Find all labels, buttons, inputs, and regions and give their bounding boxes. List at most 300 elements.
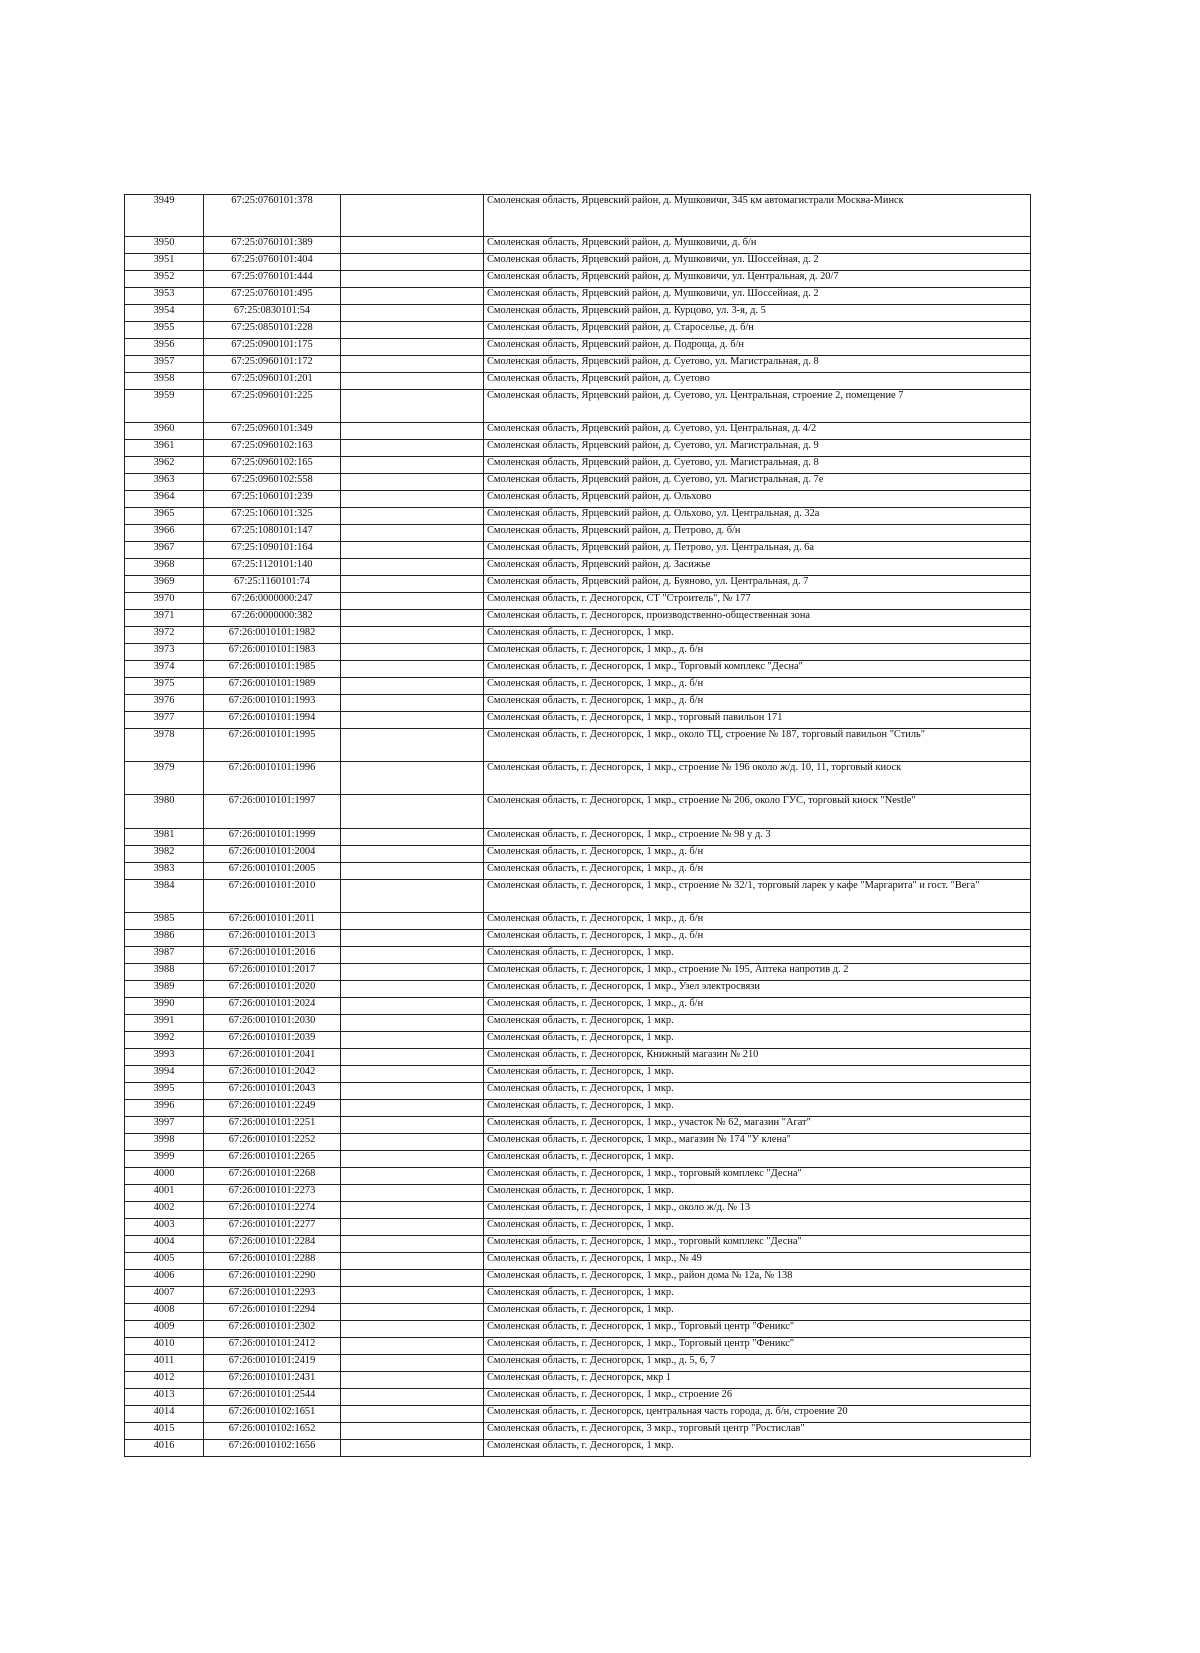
cadastral-number: 67:26:0010101:2302	[204, 1321, 341, 1338]
cadastral-number: 67:26:0010101:1993	[204, 695, 341, 712]
cadastral-number: 67:26:0010101:2039	[204, 1032, 341, 1049]
row-number: 3950	[125, 237, 204, 254]
empty-cell	[341, 457, 484, 474]
table-row	[125, 1151, 1031, 1168]
table-row	[125, 1236, 1031, 1253]
table-row	[125, 829, 1031, 846]
empty-cell	[341, 440, 484, 457]
table-row	[125, 237, 1031, 254]
row-number: 3965	[125, 508, 204, 525]
empty-cell	[341, 998, 484, 1015]
table-row	[125, 195, 1031, 237]
empty-cell	[341, 1049, 484, 1066]
address-cell: Смоленская область, г. Десногорск, 1 мкр., д. б/н	[484, 678, 1031, 695]
row-number: 3998	[125, 1134, 204, 1151]
cadastral-number: 67:26:0010101:1996	[204, 762, 341, 795]
empty-cell	[341, 1372, 484, 1389]
address-cell: Смоленская область, г. Десногорск, 1 мкр., д. б/н	[484, 930, 1031, 947]
row-number: 3995	[125, 1083, 204, 1100]
row-number: 3969	[125, 576, 204, 593]
row-number: 3979	[125, 762, 204, 795]
empty-cell	[341, 1015, 484, 1032]
table-row	[125, 1032, 1031, 1049]
row-number: 4000	[125, 1168, 204, 1185]
address-cell: Смоленская область, Ярцевский район, д. Буяново, ул. Центральная, д. 7	[484, 576, 1031, 593]
cadastral-number: 67:25:0760101:495	[204, 288, 341, 305]
row-number: 3971	[125, 610, 204, 627]
cadastral-number: 67:26:0010101:2293	[204, 1287, 341, 1304]
table-row	[125, 1100, 1031, 1117]
empty-cell	[341, 1032, 484, 1049]
row-number: 3984	[125, 880, 204, 913]
row-number: 4014	[125, 1406, 204, 1423]
row-number: 3949	[125, 195, 204, 237]
cadastral-number: 67:26:0010101:2288	[204, 1253, 341, 1270]
cadastral-number: 67:25:1080101:147	[204, 525, 341, 542]
address-cell: Смоленская область, г. Десногорск, 1 мкр.	[484, 1100, 1031, 1117]
table-row	[125, 1372, 1031, 1389]
empty-cell	[341, 661, 484, 678]
address-cell: Смоленская область, Ярцевский район, д. Мушковичи, ул. Центральная, д. 20/7	[484, 271, 1031, 288]
empty-cell	[341, 542, 484, 559]
row-number: 4015	[125, 1423, 204, 1440]
cadastral-number: 67:25:0960101:225	[204, 390, 341, 423]
table-row	[125, 254, 1031, 271]
empty-cell	[341, 712, 484, 729]
address-cell: Смоленская область, Ярцевский район, д. Суетово, ул. Магистральная, д. 8	[484, 356, 1031, 373]
row-number: 3974	[125, 661, 204, 678]
row-number: 3991	[125, 1015, 204, 1032]
empty-cell	[341, 1270, 484, 1287]
cadastral-number: 67:26:0010101:1983	[204, 644, 341, 661]
empty-cell	[341, 1406, 484, 1423]
empty-cell	[341, 305, 484, 322]
cadastral-number: 67:26:0010101:2252	[204, 1134, 341, 1151]
address-cell: Смоленская область, г. Десногорск, 1 мкр.	[484, 1032, 1031, 1049]
table-row	[125, 1355, 1031, 1372]
table-row	[125, 1253, 1031, 1270]
cadastral-number: 67:26:0010101:1985	[204, 661, 341, 678]
address-cell: Смоленская область, г. Десногорск, 1 мкр.	[484, 1440, 1031, 1457]
row-number: 3957	[125, 356, 204, 373]
empty-cell	[341, 913, 484, 930]
row-number: 3956	[125, 339, 204, 356]
row-number: 3970	[125, 593, 204, 610]
empty-cell	[341, 373, 484, 390]
table-row	[125, 795, 1031, 829]
row-number: 4006	[125, 1270, 204, 1287]
row-number: 3958	[125, 373, 204, 390]
row-number: 4002	[125, 1202, 204, 1219]
empty-cell	[341, 964, 484, 981]
row-number: 3981	[125, 829, 204, 846]
empty-cell	[341, 254, 484, 271]
row-number: 3978	[125, 729, 204, 762]
empty-cell	[341, 880, 484, 913]
empty-cell	[341, 1134, 484, 1151]
table-row	[125, 1423, 1031, 1440]
row-number: 3983	[125, 863, 204, 880]
row-number: 3963	[125, 474, 204, 491]
row-number: 4003	[125, 1219, 204, 1236]
empty-cell	[341, 729, 484, 762]
address-cell: Смоленская область, г. Десногорск, производственно-общественная зона	[484, 610, 1031, 627]
row-number: 4004	[125, 1236, 204, 1253]
cadastral-number: 67:25:0960102:165	[204, 457, 341, 474]
empty-cell	[341, 195, 484, 237]
address-cell: Смоленская область, г. Десногорск, 1 мкр.	[484, 1066, 1031, 1083]
cadastral-number: 67:25:0760101:389	[204, 237, 341, 254]
table-row	[125, 930, 1031, 947]
row-number: 3961	[125, 440, 204, 457]
table-row	[125, 593, 1031, 610]
table-row	[125, 1185, 1031, 1202]
empty-cell	[341, 1185, 484, 1202]
address-cell: Смоленская область, г. Десногорск, 1 мкр., строение № 32/1, торговый ларек у кафе "Маргарита" и гост. "Вега"	[484, 880, 1031, 913]
address-cell: Смоленская область, г. Десногорск, 1 мкр., около ТЦ, строение № 187, торговый павильон "Стиль"	[484, 729, 1031, 762]
table-row	[125, 525, 1031, 542]
table-row	[125, 998, 1031, 1015]
cadastral-number: 67:25:0760101:378	[204, 195, 341, 237]
address-cell: Смоленская область, Ярцевский район, д. Ольхово	[484, 491, 1031, 508]
table-row	[125, 339, 1031, 356]
empty-cell	[341, 795, 484, 829]
row-number: 3993	[125, 1049, 204, 1066]
cadastral-number: 67:26:0010101:2294	[204, 1304, 341, 1321]
address-cell: Смоленская область, г. Десногорск, 1 мкр.	[484, 947, 1031, 964]
table-row	[125, 1083, 1031, 1100]
cadastral-number: 67:26:0010101:1995	[204, 729, 341, 762]
empty-cell	[341, 1202, 484, 1219]
table-row	[125, 457, 1031, 474]
address-cell: Смоленская область, Ярцевский район, д. Подроща, д. б/н	[484, 339, 1031, 356]
row-number: 3973	[125, 644, 204, 661]
cadastral-number: 67:26:0010101:1997	[204, 795, 341, 829]
empty-cell	[341, 423, 484, 440]
cadastral-number: 67:26:0010101:2274	[204, 1202, 341, 1219]
cadastral-number: 67:26:0010101:2020	[204, 981, 341, 998]
address-cell: Смоленская область, Ярцевский район, д. Засижье	[484, 559, 1031, 576]
table-row	[125, 1134, 1031, 1151]
empty-cell	[341, 1151, 484, 1168]
cadastral-table	[124, 194, 1031, 1457]
address-cell: Смоленская область, Ярцевский район, д. Курцово, ул. 3-я, д. 5	[484, 305, 1031, 322]
cadastral-number: 67:25:0960101:201	[204, 373, 341, 390]
address-cell: Смоленская область, г. Десногорск, 1 мкр., Узел электросвязи	[484, 981, 1031, 998]
address-cell: Смоленская область, г. Десногорск, 1 мкр., д. б/н	[484, 863, 1031, 880]
empty-cell	[341, 1304, 484, 1321]
empty-cell	[341, 474, 484, 491]
row-number: 4009	[125, 1321, 204, 1338]
table-row	[125, 356, 1031, 373]
empty-cell	[341, 356, 484, 373]
row-number: 3975	[125, 678, 204, 695]
empty-cell	[341, 288, 484, 305]
address-cell: Смоленская область, Ярцевский район, д. Мушковичи, ул. Шоссейная, д. 2	[484, 254, 1031, 271]
table-row	[125, 288, 1031, 305]
cadastral-number: 67:26:0010101:2013	[204, 930, 341, 947]
table-row	[125, 1066, 1031, 1083]
address-cell: Смоленская область, Ярцевский район, д. Ольхово, ул. Центральная, д. 32а	[484, 508, 1031, 525]
address-cell: Смоленская область, г. Десногорск, 1 мкр., участок № 62, магазин "Агат"	[484, 1117, 1031, 1134]
address-cell: Смоленская область, г. Десногорск, 1 мкр., строение № 196 около ж/д. 10, 11, торговый киоск	[484, 762, 1031, 795]
address-cell: Смоленская область, г. Десногорск, центральная часть города, д. б/н, строение 20	[484, 1406, 1031, 1423]
address-cell: Смоленская область, г. Десногорск, 1 мкр., Торговый центр "Феникс"	[484, 1338, 1031, 1355]
address-cell: Смоленская область, г. Десногорск, 1 мкр., д. б/н	[484, 695, 1031, 712]
cadastral-number: 67:26:0010101:2041	[204, 1049, 341, 1066]
row-number: 3951	[125, 254, 204, 271]
empty-cell	[341, 491, 484, 508]
address-cell: Смоленская область, г. Десногорск, 1 мкр.	[484, 1219, 1031, 1236]
table-row	[125, 846, 1031, 863]
empty-cell	[341, 863, 484, 880]
table-row	[125, 644, 1031, 661]
row-number: 3980	[125, 795, 204, 829]
empty-cell	[341, 1066, 484, 1083]
cadastral-number: 67:26:0010102:1652	[204, 1423, 341, 1440]
cadastral-number: 67:26:0010101:2043	[204, 1083, 341, 1100]
table-row	[125, 1440, 1031, 1457]
cadastral-number: 67:25:0960101:349	[204, 423, 341, 440]
cadastral-number: 67:25:0900101:175	[204, 339, 341, 356]
empty-cell	[341, 508, 484, 525]
row-number: 3985	[125, 913, 204, 930]
row-number: 3988	[125, 964, 204, 981]
cadastral-number: 67:26:0010101:2273	[204, 1185, 341, 1202]
empty-cell	[341, 1168, 484, 1185]
address-cell: Смоленская область, г. Десногорск, мкр 1	[484, 1372, 1031, 1389]
address-cell: Смоленская область, г. Десногорск, 1 мкр., район дома № 12а, № 138	[484, 1270, 1031, 1287]
address-cell: Смоленская область, Ярцевский район, д. Мушковичи, 345 км автомагистрали Москва-Минск	[484, 195, 1031, 237]
empty-cell	[341, 1083, 484, 1100]
row-number: 3962	[125, 457, 204, 474]
empty-cell	[341, 846, 484, 863]
address-cell: Смоленская область, г. Десногорск, Книжный магазин № 210	[484, 1049, 1031, 1066]
address-cell: Смоленская область, Ярцевский район, д. Петрово, д. б/н	[484, 525, 1031, 542]
cadastral-number: 67:26:0010101:2277	[204, 1219, 341, 1236]
cadastral-number: 67:26:0010102:1656	[204, 1440, 341, 1457]
empty-cell	[341, 1321, 484, 1338]
cadastral-number: 67:26:0010101:2431	[204, 1372, 341, 1389]
cadastral-number: 67:26:0010101:2251	[204, 1117, 341, 1134]
row-number: 3952	[125, 271, 204, 288]
cadastral-number: 67:26:0010101:1994	[204, 712, 341, 729]
table-row	[125, 390, 1031, 423]
row-number: 3967	[125, 542, 204, 559]
row-number: 3954	[125, 305, 204, 322]
table-row	[125, 964, 1031, 981]
table-row	[125, 1338, 1031, 1355]
row-number: 3986	[125, 930, 204, 947]
empty-cell	[341, 576, 484, 593]
address-cell: Смоленская область, г. Десногорск, 1 мкр.	[484, 627, 1031, 644]
empty-cell	[341, 1440, 484, 1457]
empty-cell	[341, 947, 484, 964]
table-row	[125, 423, 1031, 440]
cadastral-number: 67:26:0010101:2419	[204, 1355, 341, 1372]
row-number: 3989	[125, 981, 204, 998]
empty-cell	[341, 627, 484, 644]
empty-cell	[341, 644, 484, 661]
row-number: 3987	[125, 947, 204, 964]
empty-cell	[341, 610, 484, 627]
address-cell: Смоленская область, Ярцевский район, д. Суетово, ул. Магистральная, д. 7е	[484, 474, 1031, 491]
empty-cell	[341, 1100, 484, 1117]
table-row	[125, 712, 1031, 729]
table-body	[125, 195, 1031, 1457]
row-number: 3994	[125, 1066, 204, 1083]
empty-cell	[341, 593, 484, 610]
empty-cell	[341, 525, 484, 542]
row-number: 3968	[125, 559, 204, 576]
address-cell: Смоленская область, г. Десногорск, 1 мкр., д. б/н	[484, 913, 1031, 930]
empty-cell	[341, 339, 484, 356]
table-row	[125, 1406, 1031, 1423]
cadastral-number: 67:26:0010101:2017	[204, 964, 341, 981]
cadastral-number: 67:25:1090101:164	[204, 542, 341, 559]
address-cell: Смоленская область, г. Десногорск, 1 мкр., около ж/д. № 13	[484, 1202, 1031, 1219]
cadastral-number: 67:26:0010101:2544	[204, 1389, 341, 1406]
row-number: 4012	[125, 1372, 204, 1389]
cadastral-number: 67:25:0830101:54	[204, 305, 341, 322]
address-cell: Смоленская область, г. Десногорск, 1 мкр.	[484, 1304, 1031, 1321]
cadastral-number: 67:25:0960102:558	[204, 474, 341, 491]
cadastral-number: 67:26:0010101:2011	[204, 913, 341, 930]
table-row	[125, 762, 1031, 795]
row-number: 3977	[125, 712, 204, 729]
cadastral-number: 67:26:0010101:2249	[204, 1100, 341, 1117]
table-row	[125, 610, 1031, 627]
cadastral-number: 67:25:0760101:444	[204, 271, 341, 288]
table-row	[125, 913, 1031, 930]
empty-cell	[341, 1355, 484, 1372]
table-row	[125, 271, 1031, 288]
table-row	[125, 1117, 1031, 1134]
address-cell: Смоленская область, г. Десногорск, 1 мкр., д. б/н	[484, 998, 1031, 1015]
table-row	[125, 1219, 1031, 1236]
table-row	[125, 981, 1031, 998]
address-cell: Смоленская область, г. Десногорск, 1 мкр.	[484, 1151, 1031, 1168]
cadastral-number: 67:25:0760101:404	[204, 254, 341, 271]
row-number: 3955	[125, 322, 204, 339]
address-cell: Смоленская область, г. Десногорск, 1 мкр., торговый комплекс "Десна"	[484, 1168, 1031, 1185]
address-cell: Смоленская область, г. Десногорск, 1 мкр.	[484, 1083, 1031, 1100]
cadastral-number: 67:26:0010101:2290	[204, 1270, 341, 1287]
table-row	[125, 322, 1031, 339]
row-number: 4001	[125, 1185, 204, 1202]
empty-cell	[341, 1423, 484, 1440]
cadastral-number: 67:25:0960102:163	[204, 440, 341, 457]
table-row	[125, 678, 1031, 695]
row-number: 4008	[125, 1304, 204, 1321]
empty-cell	[341, 390, 484, 423]
row-number: 3990	[125, 998, 204, 1015]
empty-cell	[341, 762, 484, 795]
empty-cell	[341, 981, 484, 998]
row-number: 3976	[125, 695, 204, 712]
empty-cell	[341, 1236, 484, 1253]
address-cell: Смоленская область, Ярцевский район, д. Суетово, ул. Центральная, д. 4/2	[484, 423, 1031, 440]
table-row	[125, 1270, 1031, 1287]
table-row	[125, 627, 1031, 644]
table-row	[125, 440, 1031, 457]
address-cell: Смоленская область, г. Десногорск, 1 мкр., д. 5, 6, 7	[484, 1355, 1031, 1372]
empty-cell	[341, 322, 484, 339]
row-number: 4010	[125, 1338, 204, 1355]
cadastral-number: 67:25:1120101:140	[204, 559, 341, 576]
table-row	[125, 1015, 1031, 1032]
address-cell: Смоленская область, г. Десногорск, 1 мкр., строение 26	[484, 1389, 1031, 1406]
row-number: 3964	[125, 491, 204, 508]
row-number: 4011	[125, 1355, 204, 1372]
address-cell: Смоленская область, Ярцевский район, д. Суетово, ул. Магистральная, д. 9	[484, 440, 1031, 457]
table-row	[125, 474, 1031, 491]
empty-cell	[341, 237, 484, 254]
table-row	[125, 1304, 1031, 1321]
address-cell: Смоленская область, г. Десногорск, 3 мкр., торговый центр "Ростислав"	[484, 1423, 1031, 1440]
row-number: 4007	[125, 1287, 204, 1304]
cadastral-number: 67:26:0010101:2284	[204, 1236, 341, 1253]
cadastral-number: 67:25:0960101:172	[204, 356, 341, 373]
table-row	[125, 491, 1031, 508]
cadastral-number: 67:25:1160101:74	[204, 576, 341, 593]
address-cell: Смоленская область, г. Десногорск, 1 мкр.	[484, 1015, 1031, 1032]
empty-cell	[341, 678, 484, 695]
empty-cell	[341, 1338, 484, 1355]
cadastral-number: 67:25:1060101:239	[204, 491, 341, 508]
row-number: 4016	[125, 1440, 204, 1457]
cadastral-number: 67:25:0850101:228	[204, 322, 341, 339]
cadastral-number: 67:26:0010102:1651	[204, 1406, 341, 1423]
cadastral-number: 67:26:0000000:382	[204, 610, 341, 627]
address-cell: Смоленская область, г. Десногорск, 1 мкр., д. б/н	[484, 644, 1031, 661]
address-cell: Смоленская область, Ярцевский район, д. Мушковичи, ул. Шоссейная, д. 2	[484, 288, 1031, 305]
table-row	[125, 508, 1031, 525]
address-cell: Смоленская область, Ярцевский район, д. Мушковичи, д. б/н	[484, 237, 1031, 254]
address-cell: Смоленская область, г. Десногорск, 1 мкр., Торговый комплекс "Десна"	[484, 661, 1031, 678]
row-number: 3982	[125, 846, 204, 863]
row-number: 4013	[125, 1389, 204, 1406]
table-row	[125, 863, 1031, 880]
empty-cell	[341, 1117, 484, 1134]
address-cell: Смоленская область, г. Десногорск, 1 мкр.	[484, 1185, 1031, 1202]
row-number: 3959	[125, 390, 204, 423]
row-number: 3996	[125, 1100, 204, 1117]
address-cell: Смоленская область, г. Десногорск, 1 мкр., строение № 98 у д. 3	[484, 829, 1031, 846]
table-row	[125, 542, 1031, 559]
table-row	[125, 1168, 1031, 1185]
cadastral-number: 67:26:0010101:1989	[204, 678, 341, 695]
address-cell: Смоленская область, г. Десногорск, 1 мкр., строение № 206, около ГУС, торговый киоск "Nestle"	[484, 795, 1031, 829]
table-row	[125, 1321, 1031, 1338]
address-cell: Смоленская область, г. Десногорск, 1 мкр., д. б/н	[484, 846, 1031, 863]
cadastral-number: 67:26:0010101:2265	[204, 1151, 341, 1168]
table-row	[125, 880, 1031, 913]
empty-cell	[341, 695, 484, 712]
table-row	[125, 1389, 1031, 1406]
empty-cell	[341, 1389, 484, 1406]
address-cell: Смоленская область, г. Десногорск, 1 мкр., № 49	[484, 1253, 1031, 1270]
row-number: 3992	[125, 1032, 204, 1049]
cadastral-number: 67:26:0010101:2042	[204, 1066, 341, 1083]
cadastral-number: 67:26:0010101:2412	[204, 1338, 341, 1355]
address-cell: Смоленская область, Ярцевский район, д. Суетово, ул. Магистральная, д. 8	[484, 457, 1031, 474]
address-cell: Смоленская область, г. Десногорск, 1 мкр., строение № 195, Аптека напротив д. 2	[484, 964, 1031, 981]
cadastral-number: 67:26:0010101:1999	[204, 829, 341, 846]
cadastral-number: 67:26:0010101:2010	[204, 880, 341, 913]
row-number: 4005	[125, 1253, 204, 1270]
row-number: 3972	[125, 627, 204, 644]
